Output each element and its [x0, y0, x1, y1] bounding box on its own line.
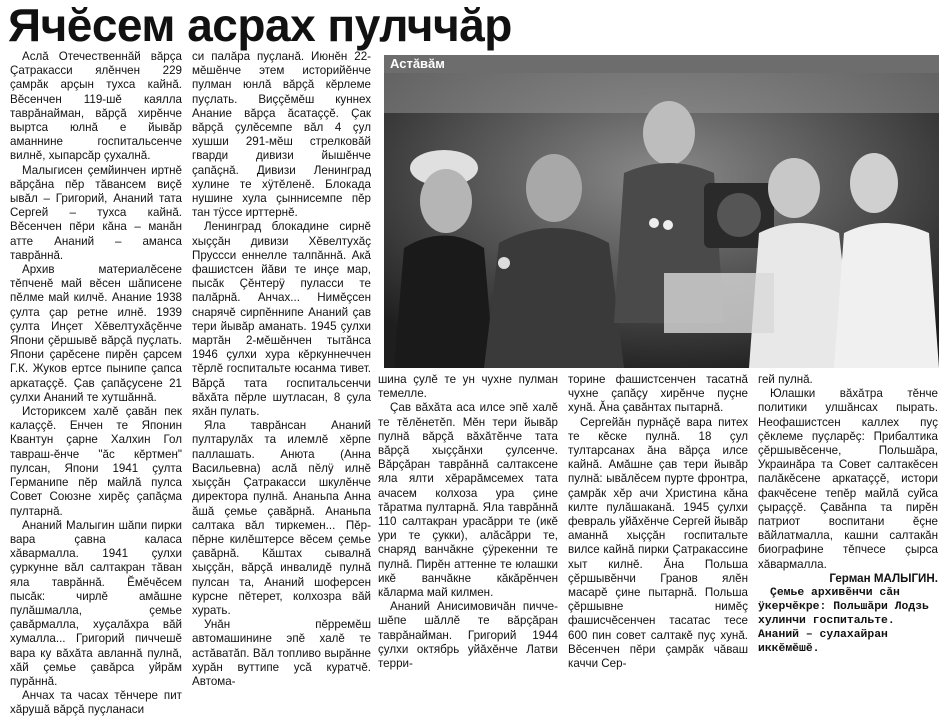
paragraph: Юлашки вăхăтра тĕнче политики улшăнсах пырать. Неофашистсен каллех пуç çĕклеме пуçларĕç: Прибалтика çĕршывĕсенче, Польшăра, Украинăра та Совет салтакĕсен палăкĕсене аркатаççĕ, истори факчĕсене тепĕр майлă суйса çыраççĕ. Çавăнпа та пирĕн патриот воспитани ĕçне вăйлатмалла, кашни салтакăн биографине тĕпчесе çырса хăвармалла.: [758, 387, 938, 571]
article-column-1: [10, 50, 182, 717]
article-column-2: [192, 50, 371, 688]
paragraph: гей пулнă.: [758, 373, 813, 386]
paragraph: торине фашистсенчен тасатнă чухне çапăçу хирĕнче пуçне хунă. Ăна çавăнтах пытарнă.: [568, 373, 748, 415]
photo-caption: Çемье архивĕнчи сăн ÿкерчĕкре: Польшăри Лодзь хулинчи госпитальте. Ананий – сулахайран иккĕмĕшĕ.: [758, 587, 929, 656]
article-column-4: [568, 373, 748, 671]
page-headline: Ячĕсем асрах пулччăр: [8, 0, 512, 51]
paragraph: си палăра пуçланă. Июнĕн 22-мĕшĕнче этем историйĕнче пулман юнлă вăрçă кĕрлеме пуçлать. Виççĕмĕш куннех Анание вăрçа ăсатаççĕ. Çак вăрçă çулĕсемпе вăл 4 çул хушши 291-мĕш стрелковăй гварди дивизи йышĕнче çапăçнă. Дивизи Ленинград хулине те хÿтĕленĕ. Блокада нушине хула çыннисемпе пĕр тан тÿссе ирттернĕ.: [192, 50, 371, 220]
paragraph: Ананий Анисимовичăн пиччешĕпе шăллĕ те вăрçăран таврăнайман. Григорий 1944 çулхи октябрь уйăхĕнче Латви терри-: [378, 600, 558, 671]
paragraph: Историксем халĕ çавăн пек калаççĕ. Енчен те Японин Квантун çарне Халхин Гол тавраш-ĕнче "ăс кĕртмен" пулсан, Япони 1941 çулта Германипе пĕр майлă пулса Совет Союзне хирĕç çапăçма пултарнă.: [10, 405, 182, 518]
family-archive-photograph: [384, 73, 939, 368]
paragraph: Ананий Малыгин шăпи пирки вара çавна каласа хăвармалла. 1941 çулхи çуркунне вăл салтакран тăван яла таврăннă. Ĕмĕчĕсем пысăк: чирлĕ амăшне пулăшмалла, çемье çавăрмалла, хуçалăхра вăй хумалла... Григорий пиччешĕ вара ку вăхăта авланнă пулнă, хăй çемье çавăрса уйрăм пурăннă.: [10, 518, 182, 688]
article-column-5: [758, 373, 938, 656]
paragraph: Архив материалĕсене тĕпченĕ май вĕсен шăписене пĕлме май килчĕ. Анание 1938 çулта çар ретне илнĕ. 1939 çулта Инçет Хĕвелтухăçĕнче Япони çĕршывĕ вăрçă пуçлать. Япони çарĕсене пирĕн çарсем Г.К. Жуков ертсе пынипе çапса аркатаççĕ. Çав çапăçусене 21 çулхи Ананий те хутшăннă.: [10, 263, 182, 404]
paragraph: Сергейăн пурнăçĕ вара питех те кĕске пулнă. 18 çул тултарсанах ăна вăрçа илсе кайнă. Амăшне çав тери йывăр пулнă: ывăлĕсем пурте фронтра, çамрăк хĕр ачи Христина кăна килте пулăшаканă. 1945 çулхи февраль уйăхĕнче Сергей йывăр аманнă хыççăн госпитальте вилсе кайнă пирки Çатракассине хыт килнĕ. Ăна Польша çĕршывĕнчи Гранов ялĕн масарĕ çине пытарнă. Польша çĕршывне нимĕç фашисчĕсенчен тасатас тесе 600 пин совет салтакĕ пуç хунă. Вĕсенчен пĕри çамрăк чăваш каччи Сер-: [568, 415, 748, 671]
section-label: Астăвăм: [384, 55, 939, 73]
paragraph: Малыгисен çемйинчен иртнĕ вăрçăна пĕр тăвансем виçĕ ывăл – Григорий, Ананий тата Сергей – тухса кайнă. Вĕсенчен пĕри кăна – манăн атте Ананий – аманса таврăннă.: [10, 163, 182, 262]
paragraph: Аслă Отечественнăй вăрçа Çатракасси ялĕнчен 229 çамрăк арçын тухса кайнă. Вĕсенчен 119-шĕ каялла таврăнайман, вăрçă хирĕнче выртса юлнă е йывăр аманнине госпитальсенче вилнĕ, хыпарсăр çухалнă.: [10, 50, 182, 163]
paragraph: шина çулĕ те ун чухне пулман темелле.: [378, 373, 558, 401]
paragraph: Çав вăхăта аса илсе эпĕ халĕ те тĕлĕнетĕп. Мĕн тери йывăр пулнă вăрçă вăхăтĕнче тата вăрçă хыççăнхи çулсенче. Вăрçăран таврăннă салтаксене яла ялти хĕрарăмсемех тата ачасем колхоза ура çине тăратма пултарнă. Яла таврăннă 110 салтакран урасăрри те (икĕ ури те çукки), алăсăрри те, снаряд ванчăкне çÿрекенни те пулнă. Пирĕн аттенне те юлашки икĕ ванчăкне кăкăрĕнчен кăларма май килмен.: [378, 401, 558, 600]
paragraph: Яла таврăнсан Ананий пултарулăх та илемлĕ хĕрпе паллашать. Анюта (Анна Васильевна) аслă пĕлÿ илнĕ хыççăн Çатракасси шкулĕнче директора пулнă. Ананьпа Анна ăшă çемье çавăрнă. Ананьпа салтака вăл тиркемен... Пĕр-пĕрне килĕштерсе вĕсем çемье çавăрнă. Кăштах сывалнă хыççăн, вăрçă инвалидĕ пулнă пулсан та, Ананий шоферсен курсне пĕтерет, колхозра вăй хурать.: [192, 419, 371, 617]
paragraph: Унăн пĕрремĕш автомашинине эпĕ халĕ те астăватăп. Вăл топливо вырăнне хурăн вуттипе усă куратчĕ. Автома-: [192, 618, 371, 688]
author-signature: Герман МАЛЫГИН.: [829, 571, 938, 585]
paragraph: Ленинград блокадине сирнĕ хыççăн дивизи Хĕвелтухăç Пруссси еннелле талпăннă. Акă фашистсен йăви те инçе мар, пысăк Çĕнтерÿ пуласси те палăрнă. Анчах... Нимĕçсен снарячĕ сирпĕннипе Ананий çав тери йывăр аманать. 1945 çулхи мартăн 2-мĕшĕнчен тытăнса 1946 çулхи хура кĕркуннеччен тĕрлĕ госпитальте юсанма тивет. Вăрçă тата госпитальсенчи вăхăта пĕрле шутласан, 8 çула яхăн пулать.: [192, 220, 371, 419]
article-column-3: [378, 373, 558, 671]
archive-photo: [384, 55, 939, 368]
paragraph: Анчах та часах тĕнчере пит хăрушă вăрçă пуçланаси: [10, 689, 182, 717]
